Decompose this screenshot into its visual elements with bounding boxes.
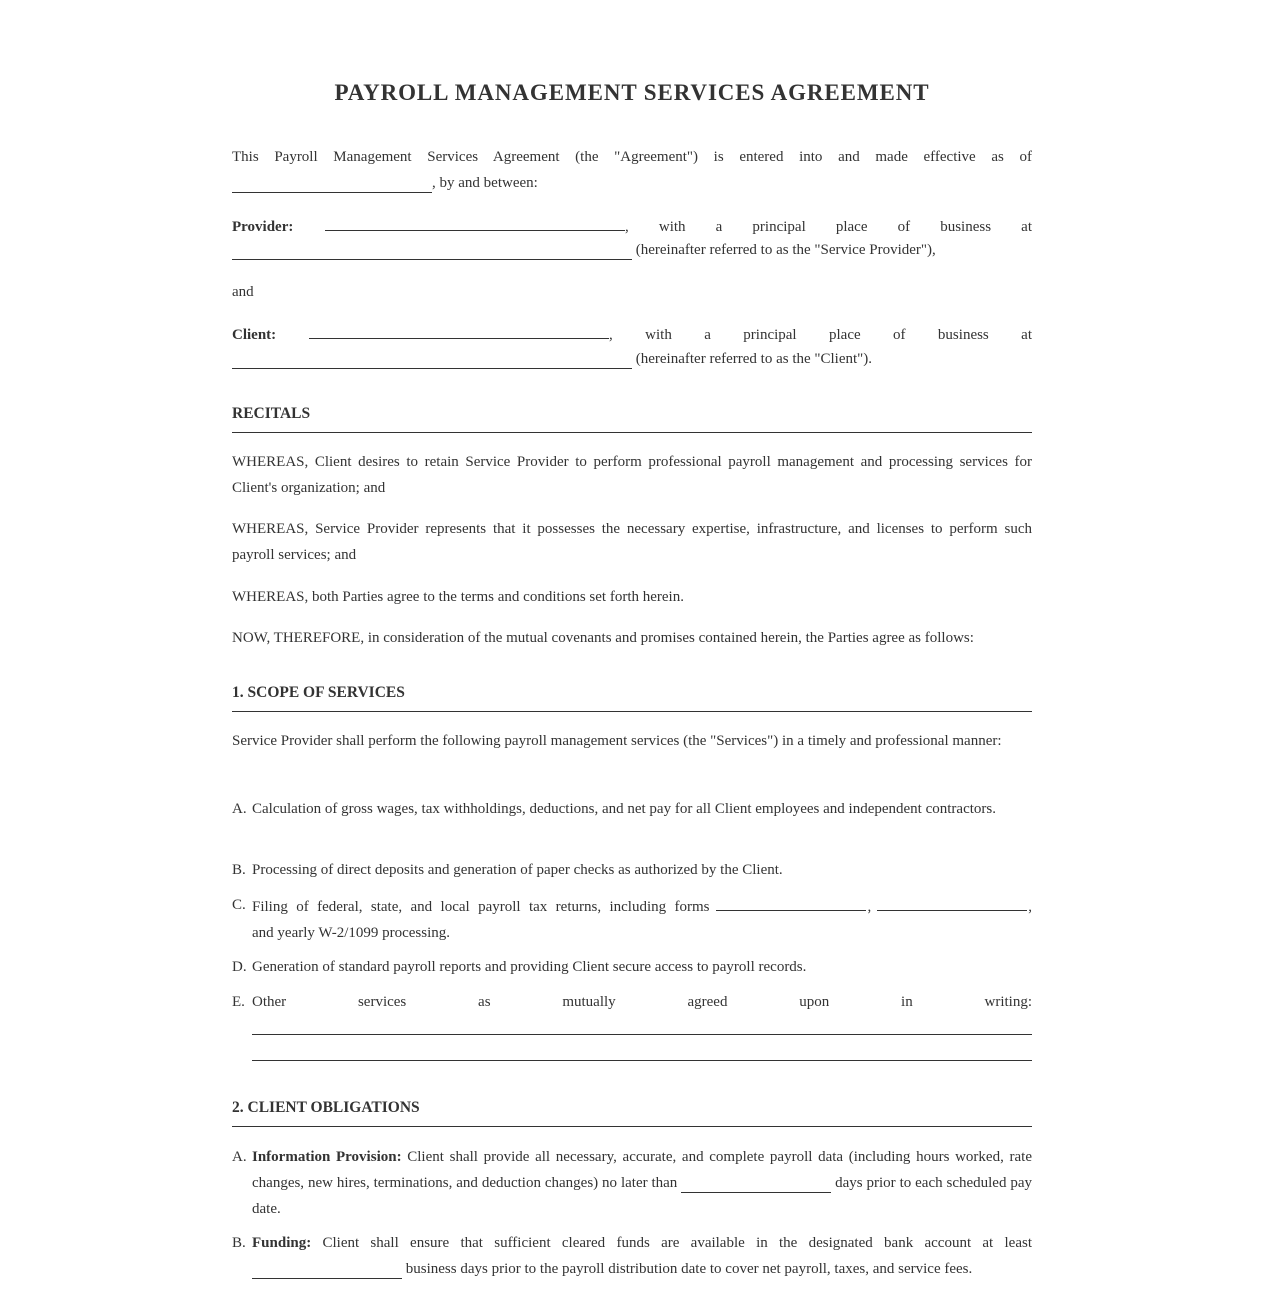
list-marker: D.	[232, 959, 247, 975]
list-item	[232, 1230, 1032, 1282]
client-line-1	[232, 320, 1032, 348]
list-marker: C.	[232, 897, 246, 913]
document-title: PAYROLL MANAGEMENT SERVICES AGREEMENT	[334, 80, 930, 105]
client-line-2	[232, 346, 1032, 372]
other-services-blank-1[interactable]	[252, 1034, 1032, 1035]
list-item-text: Generation of standard payroll reports and providing Client secure access to payroll records.	[252, 959, 807, 975]
client-hereinafter: (hereinafter referred to as the "Client").	[635, 351, 873, 367]
recitals-heading: RECITALS	[232, 405, 1032, 433]
other-services-blank-2[interactable]	[252, 1060, 1032, 1061]
client-name-blank[interactable]	[309, 320, 609, 339]
funding-label: Funding:	[252, 1235, 312, 1251]
list-marker: B.	[232, 862, 246, 878]
and-text: and	[232, 284, 254, 300]
list-item	[232, 954, 1032, 980]
list-item-text	[252, 1144, 1032, 1222]
recital-4: NOW, THEREFORE, in consideration of the mutual covenants and promises contained herein, the Parties agree as follows:	[232, 630, 974, 646]
recital-3: WHEREAS, both Parties agree to the terms and conditions set forth herein.	[232, 589, 684, 605]
list-item-text	[252, 1230, 1032, 1282]
list-marker: B.	[232, 1235, 246, 1251]
provider-hereinafter: (hereinafter referred to as the "Service Provider"),	[635, 242, 936, 258]
list-item-text: Calculation of gross wages, tax withholdings, deductions, and net pay for all Client employees and independent contractors.	[252, 801, 996, 817]
intro-by-and-between: , by and between:	[432, 175, 538, 191]
provider-name-blank[interactable]	[325, 212, 625, 231]
business-days-blank[interactable]	[252, 1260, 402, 1279]
list-marker: A.	[232, 1149, 247, 1165]
form-blank-1[interactable]	[716, 892, 866, 911]
client-address-text: , with a principal place of business at	[609, 327, 1032, 343]
forms-comma-2: ,	[1028, 899, 1032, 915]
information-provision-tail: days prior to each scheduled pay date.	[252, 1175, 1033, 1217]
forms-text: Filing of federal, state, and local payroll tax returns, including forms	[252, 899, 710, 915]
provider-line-1	[232, 212, 1032, 240]
information-provision-text: Client shall provide all necessary, accurate, and complete payroll data (including hours worked, rate changes, new hires, terminations, and deduction changes) no later than	[252, 1149, 1032, 1191]
list-marker: E.	[232, 994, 245, 1010]
forms-comma-1: ,	[867, 899, 872, 915]
section-1-intro: Service Provider shall perform the following payroll management services (the "Services") in a timely and professional manner:	[232, 733, 1002, 749]
forms-continuation: and yearly W-2/1099 processing.	[252, 925, 451, 941]
section-2-heading: 2. CLIENT OBLIGATIONS	[232, 1099, 1032, 1127]
list-marker: A.	[232, 801, 247, 817]
forms-line	[252, 892, 1032, 920]
list-item-text: Other services as mutually agreed upon in writing:	[252, 994, 1032, 1010]
funding-tail: business days prior to the payroll distribution date to cover net payroll, taxes, and service fees.	[405, 1261, 973, 1277]
form-blank-2[interactable]	[877, 892, 1027, 911]
list-item-text	[252, 892, 1032, 946]
list-item	[232, 857, 1032, 883]
client-label: Client:	[232, 327, 277, 343]
section-1-heading: 1. SCOPE OF SERVICES	[232, 684, 1032, 712]
provider-address-blank[interactable]	[232, 241, 632, 260]
list-item	[232, 796, 1032, 822]
client-address-blank[interactable]	[232, 350, 632, 369]
list-item	[232, 892, 1032, 946]
intro-line-1: This Payroll Management Services Agreement (the "Agreement") is entered into and made effective as of	[232, 149, 1032, 165]
recital-2: WHEREAS, Service Provider represents that it possesses the necessary expertise, infrastructure, and licenses to perform such payroll services; and	[232, 521, 1032, 563]
funding-text: Client shall ensure that sufficient cleared funds are available in the designated bank account at least	[311, 1235, 1032, 1251]
provider-address-text: , with a principal place of business at	[625, 219, 1032, 235]
provider-label: Provider:	[232, 219, 294, 235]
days-prior-blank[interactable]	[681, 1174, 831, 1193]
intro-line-2	[232, 170, 1032, 196]
effective-date-blank[interactable]	[232, 174, 432, 193]
provider-line-2	[232, 237, 1032, 263]
recital-1: WHEREAS, Client desires to retain Service Provider to perform professional payroll management and processing services for Client's organization; and	[232, 454, 1032, 496]
list-item-text: Processing of direct deposits and generation of paper checks as authorized by the Client.	[252, 862, 783, 878]
list-item	[232, 1144, 1032, 1222]
list-item	[232, 989, 1032, 1015]
information-provision-label: Information Provision:	[252, 1149, 402, 1165]
